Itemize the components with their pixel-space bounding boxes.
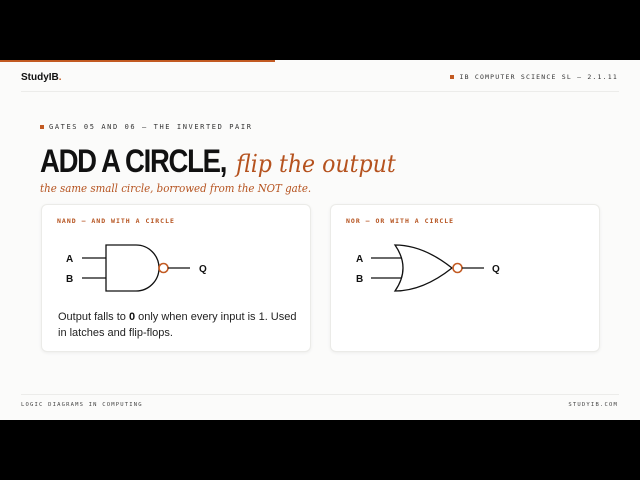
nor-gate-diagram bbox=[331, 235, 599, 305]
logo-dot: . bbox=[58, 72, 62, 83]
nor-card-label: NOR — OR WITH A CIRCLE bbox=[346, 217, 455, 225]
nand-description bbox=[58, 309, 303, 341]
nand-desc-bold: 0 bbox=[128, 311, 136, 323]
footer-site-link[interactable]: STUDYIB.COM bbox=[568, 402, 618, 408]
course-tag bbox=[450, 73, 618, 81]
slide bbox=[0, 60, 640, 420]
eyebrow-text: GATES 05 AND 06 — THE INVERTED PAIR bbox=[49, 123, 253, 131]
nand-card bbox=[41, 204, 311, 352]
nand-card-label: NAND — AND WITH A CIRCLE bbox=[57, 217, 175, 225]
nor-card bbox=[330, 204, 600, 352]
nor-inversion-circle bbox=[453, 264, 462, 273]
nand-desc-pre: Output falls to bbox=[58, 311, 129, 323]
page-title bbox=[40, 143, 410, 180]
nand-inversion-circle bbox=[159, 264, 168, 273]
logo-text: StudyIB bbox=[21, 72, 59, 83]
accent-square-icon bbox=[450, 75, 454, 79]
nand-input-a-label: A bbox=[66, 254, 74, 265]
nor-gate-body bbox=[395, 245, 452, 291]
nor-input-b-label: B bbox=[356, 274, 364, 285]
title-italic: flip the output bbox=[236, 150, 397, 178]
accent-square-icon bbox=[40, 125, 44, 129]
course-label: IB COMPUTER SCIENCE SL — 2.1.11 bbox=[459, 73, 618, 81]
header-divider bbox=[21, 91, 619, 92]
nor-input-a-label: A bbox=[356, 254, 364, 265]
nand-output-label: Q bbox=[199, 264, 207, 275]
nor-output-label: Q bbox=[492, 264, 500, 275]
logo[interactable] bbox=[21, 72, 62, 83]
title-bold: ADD A CIRCLE, bbox=[40, 143, 227, 179]
page-subtitle: the same small circle, borrowed from the NOT gate. bbox=[40, 182, 312, 195]
section-eyebrow bbox=[40, 123, 253, 131]
nand-desc-post: only when every input is 1. Used in latches and flip-flops. bbox=[58, 311, 297, 339]
footer-divider bbox=[21, 394, 619, 395]
nand-input-b-label: B bbox=[66, 274, 74, 285]
nand-gate-body bbox=[106, 245, 159, 291]
footer-topic: LOGIC DIAGRAMS IN COMPUTING bbox=[21, 402, 143, 408]
progress-bar bbox=[0, 60, 275, 62]
nand-gate-diagram bbox=[42, 235, 310, 305]
